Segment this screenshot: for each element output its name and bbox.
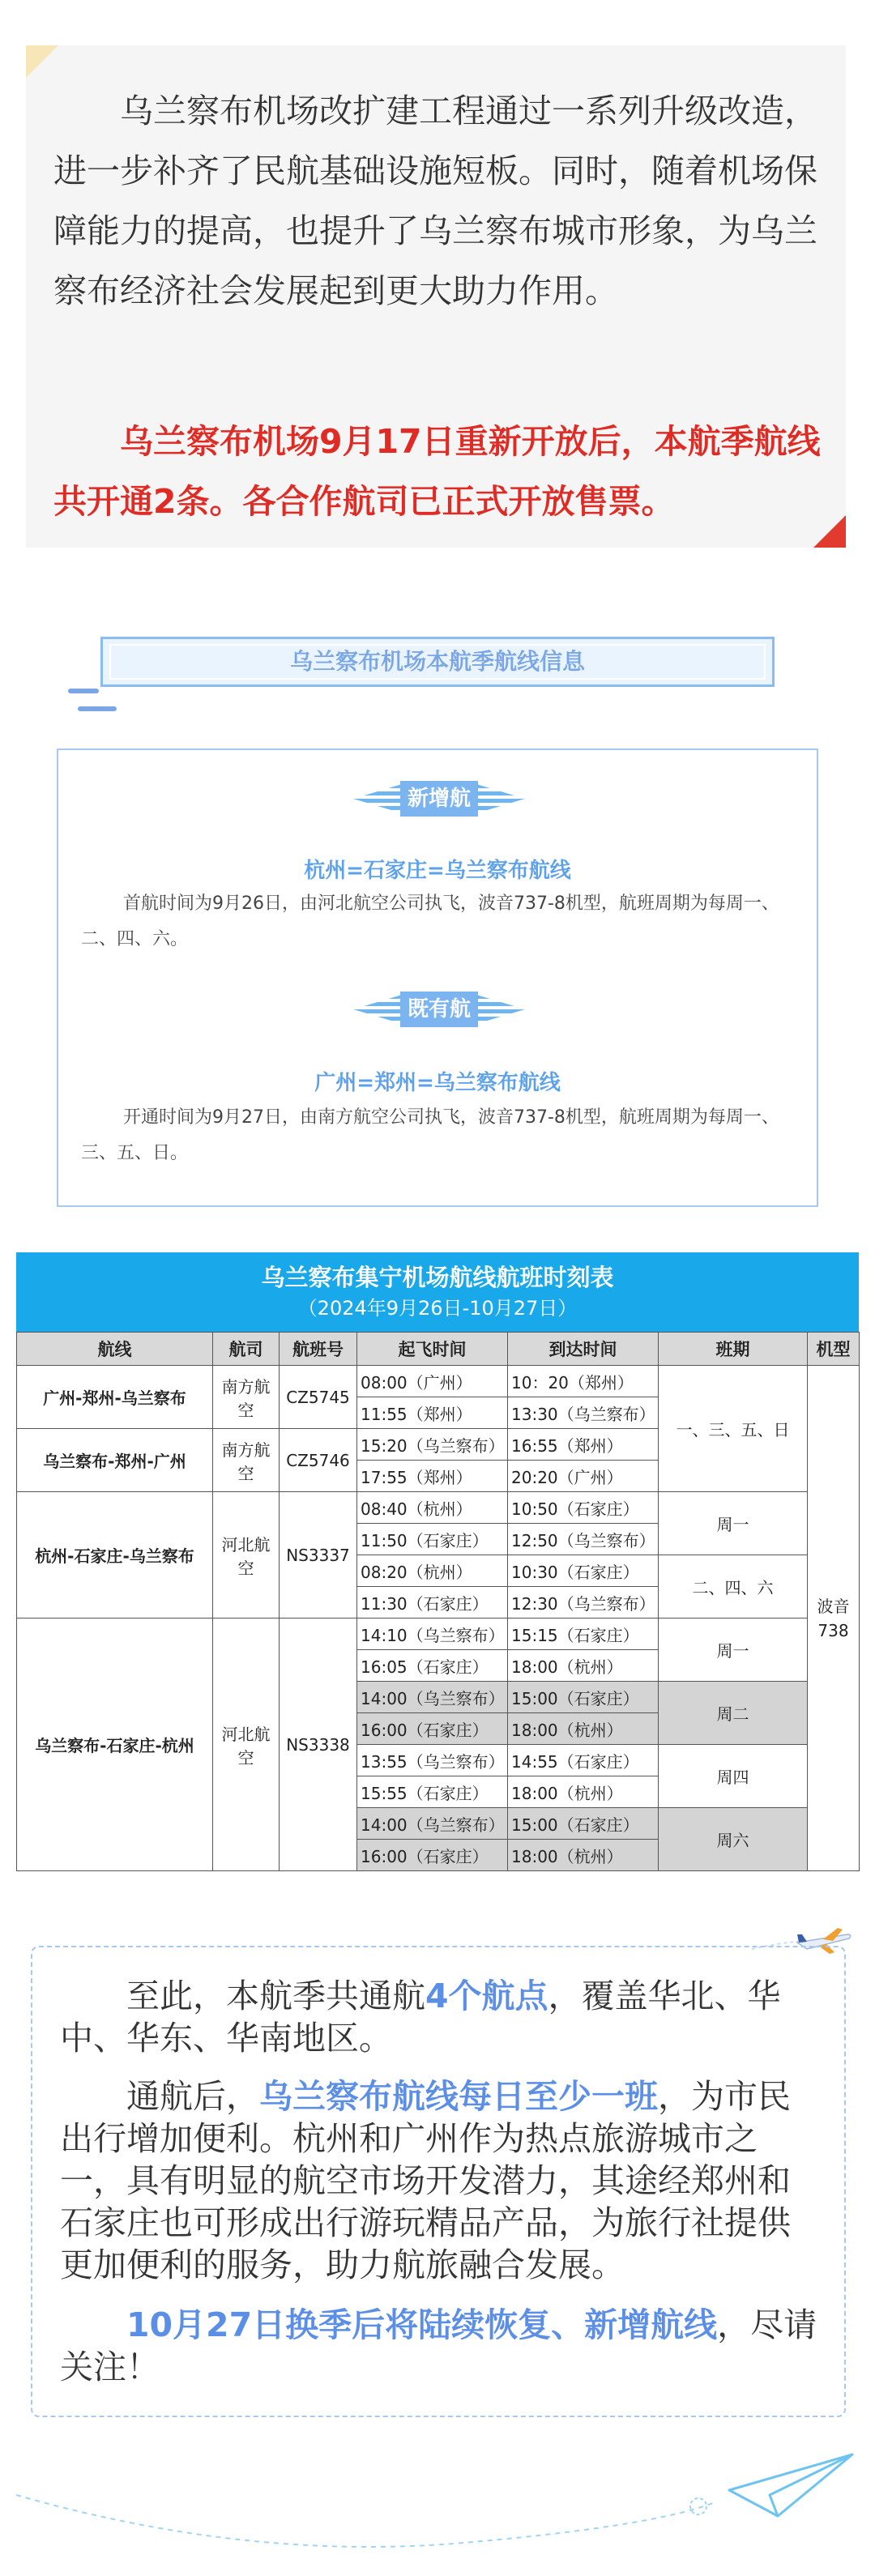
route-info-box [57,748,818,1207]
arrival-cell: 14:55（石家庄） [508,1745,659,1776]
arrival-cell: 10：20（郑州） [508,1366,659,1397]
departure-cell: 16:00（石家庄） [357,1840,508,1871]
table-header-row [17,1333,860,1366]
arrival-cell: 13:30（乌兰察布） [508,1397,659,1429]
route-tag-label: 新增航线 [400,781,478,817]
airline-cell: 南方航空 [213,1429,280,1492]
departure-cell: 17:55（郑州） [357,1461,508,1492]
column-header: 航线 [17,1333,213,1366]
arrival-cell: 18:00（杭州） [508,1713,659,1745]
column-header: 航司 [213,1333,280,1366]
intro-paragraph: 乌兰察布机场改扩建工程通过一系列升级改造，进一步补齐了民航基础设施短板。同时，随着机场保障能力的提高，也提升了乌兰察布城市形象，为乌兰察布经济社会发展起到更大助力作用。 [53,92,817,310]
paper-plane-decoration [0,2446,875,2576]
airline-cell: 河北航空 [213,1619,280,1871]
departure-cell: 15:55（石家庄） [357,1776,508,1808]
arrival-cell: 16:55（郑州） [508,1429,659,1461]
departure-cell: 16:05（石家庄） [357,1650,508,1682]
route-title: 广州=郑州=乌兰察布航线 [314,1071,561,1095]
departure-cell: 11:30（石家庄） [357,1587,508,1619]
text-span: ，尽请关注！ [60,2305,817,2386]
arrival-cell: 15:15（石家庄） [508,1619,659,1650]
airline-cell: 河北航空 [213,1492,280,1619]
closing-box [31,1946,846,2417]
schedule-cell: 周六 [659,1808,808,1871]
departure-cell: 11:50（石家庄） [357,1524,508,1555]
schedule-cell: 一、三、五、日 [659,1366,808,1492]
route-description: 开通时间为9月27日，由南方航空公司执飞，波音737-8机型，航班周期为每周一、三、五、日。 [81,1107,779,1163]
flight-no-cell: NS3338 [280,1619,357,1871]
flight-no-cell: CZ5746 [280,1429,357,1492]
arrival-cell: 12:50（乌兰察布） [508,1524,659,1555]
flight-no-cell: NS3337 [280,1492,357,1619]
column-header: 班期 [659,1333,808,1366]
departure-cell: 14:10（乌兰察布） [357,1619,508,1650]
departure-cell: 13:55（乌兰察布） [357,1745,508,1776]
closing-paragraph [60,1975,822,2059]
table-row [17,1366,860,1397]
arrival-cell: 20:20（广州） [508,1461,659,1492]
text-span: ，为市民出行增加便利。杭州和广州作为热点旅游城市之一，具有明显的航空市场开发潜力，其途经郑州和石家庄也可形成出行游玩精品产品，为旅行社提供更加便利的服务，助力航旅融合发展。 [60,2077,791,2284]
route-tag [353,992,525,1057]
closing-paragraph [60,2075,822,2286]
route-cell: 乌兰察布-石家庄-杭州 [17,1619,213,1871]
table-row [17,1492,860,1524]
wing-right-icon [476,784,525,813]
highlight-text: 10月27日换季后将陆续恢复、新增航线 [126,2305,718,2344]
closing-paragraph [60,2304,822,2388]
flight-no-cell: CZ5745 [280,1366,357,1429]
column-header: 机型 [808,1333,860,1366]
arrival-cell: 18:00（杭州） [508,1840,659,1871]
departure-cell: 08:00（广州） [357,1366,508,1397]
schedule-cell: 二、四、六 [659,1555,808,1619]
departure-cell: 14:00（乌兰察布） [357,1808,508,1840]
route-description: 首航时间为9月26日，由河北航空公司执飞，波音737-8机型，航班周期为每周一、二、四、六。 [81,893,779,949]
route-tag-label: 既有航线 [400,992,478,1027]
departure-cell: 08:40（杭州） [357,1492,508,1524]
route-tag [353,781,525,847]
route-cell: 广州-郑州-乌兰察布 [17,1366,213,1429]
intro-highlight-paragraph: 乌兰察布机场9月17日重新开放后，本航季航线共开通2条。各合作航司已正式开放售票。 [53,422,821,521]
arrival-cell: 18:00（杭州） [508,1650,659,1682]
decor-line [68,689,99,693]
schedule-cell: 周二 [659,1682,808,1745]
schedule-cell: 周一 [659,1619,808,1682]
schedule-cell: 周一 [659,1492,808,1555]
column-header: 到达时间 [508,1333,659,1366]
departure-cell: 11:55（郑州） [357,1397,508,1429]
arrival-cell: 18:00（杭州） [508,1776,659,1808]
arrival-cell: 10:50（石家庄） [508,1492,659,1524]
airline-cell: 南方航空 [213,1366,280,1429]
wing-right-icon [476,995,525,1024]
schedule-cell: 周四 [659,1745,808,1808]
section-title: 乌兰察布机场本航季航线信息 [289,648,585,675]
section-header [100,637,775,687]
route-cell: 杭州-石家庄-乌兰察布 [17,1492,213,1619]
decor-line [78,706,117,711]
intro-box [26,45,846,548]
corner-decoration-top-left [26,45,58,78]
wing-left-icon [353,995,402,1024]
wing-left-icon [353,784,402,813]
timetable-title: 乌兰察布集宁机场航线航班时刻表 [261,1264,614,1291]
arrival-cell: 15:00（石家庄） [508,1682,659,1713]
text-span: 通航后， [126,2077,259,2116]
text-span: 至此，本航季共通航 [126,1977,425,2015]
column-header: 航班号 [280,1333,357,1366]
timetable-header [16,1252,859,1332]
highlight-text: 4个航点 [425,1977,548,2015]
departure-cell: 16:00（石家庄） [357,1713,508,1745]
text-span: ，覆盖华北、华中、华东、华南地区。 [60,1977,781,2058]
departure-cell: 15:20（乌兰察布） [357,1429,508,1461]
arrival-cell: 15:00（石家庄） [508,1808,659,1840]
highlight-text: 乌兰察布航线每日至少一班 [259,2077,658,2116]
aircraft-cell: 波音738 [808,1366,860,1871]
route-cell: 乌兰察布-郑州-广州 [17,1429,213,1492]
column-header: 起飞时间 [357,1333,508,1366]
arrival-cell: 10:30（石家庄） [508,1555,659,1587]
route-title: 杭州=石家庄=乌兰察布航线 [304,859,571,883]
arrival-cell: 12:30（乌兰察布） [508,1587,659,1619]
flight-timetable [16,1332,860,1871]
timetable-subtitle: （2024年9月26日-10月27日） [297,1297,578,1320]
departure-cell: 08:20（杭州） [357,1555,508,1587]
departure-cell: 14:00（乌兰察布） [357,1682,508,1713]
table-row [17,1619,860,1650]
paper-plane-icon [729,2454,852,2516]
